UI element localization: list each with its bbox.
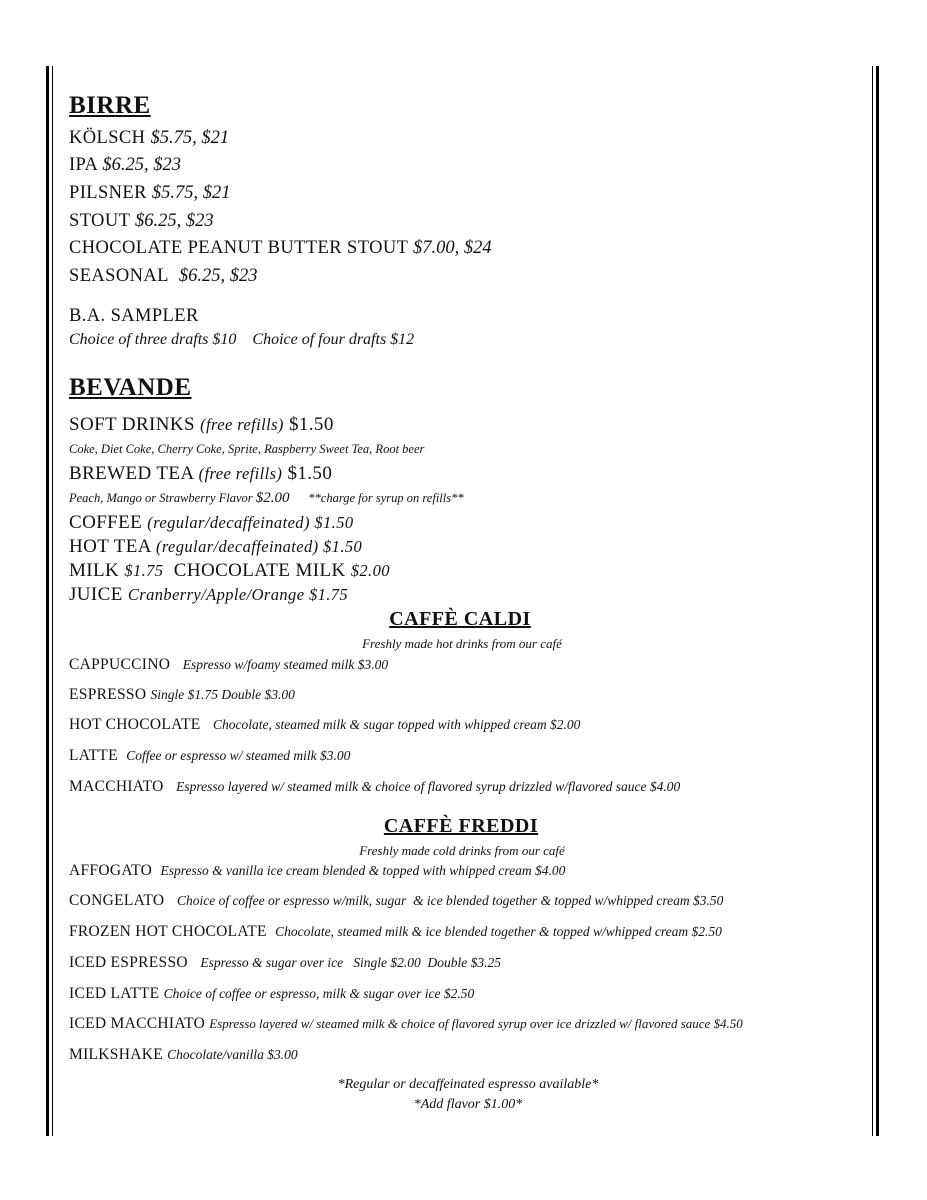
caldi-subtitle: Freshly made hot drinks from our café <box>362 636 562 651</box>
footnote-flavor: *Add flavor $1.00* <box>413 1097 523 1112</box>
freddi-item: CONGELATO Choice of coffee or espresso w/milk, sugar & ice blended together & topped w/whipped cream $3.50 <box>69 892 724 909</box>
caldi-item: ESPRESSO Single $1.75 Double $3.00 <box>69 686 295 703</box>
freddi-item: AFFOGATO Espresso & vanilla ice cream blended & topped with whipped cream $4.00 <box>69 862 566 879</box>
beer-item: CHOCOLATE PEANUT BUTTER STOUT $7.00, $24 <box>69 238 492 258</box>
left-border-thick <box>46 66 49 1136</box>
bevande-heading: BEVANDE <box>69 374 192 401</box>
hot-tea: HOT TEA (regular/decaffeinated) $1.50 <box>69 536 363 557</box>
beer-item: STOUT $6.25, $23 <box>69 211 214 231</box>
brewed-tea-desc: Peach, Mango or Strawberry Flavor $2.00 **charge for syrup on refills** <box>69 490 464 506</box>
footnote-decaf: *Regular or decaffeinated espresso available* <box>337 1077 599 1092</box>
freddi-subtitle: Freshly made cold drinks from our café <box>359 843 565 858</box>
brewed-tea: BREWED TEA (free refills) $1.50 <box>69 463 333 484</box>
caldi-heading: CAFFÈ CALDI <box>389 608 531 630</box>
sampler-name: B.A. SAMPLER <box>69 306 199 326</box>
caldi-item: LATTE Coffee or espresso w/ steamed milk $3.00 <box>69 747 351 764</box>
freddi-item: ICED LATTE Choice of coffee or espresso, milk & sugar over ice $2.50 <box>69 985 475 1002</box>
freddi-item: FROZEN HOT CHOCOLATE Chocolate, steamed milk & ice blended together & topped w/whipped cream $2.50 <box>69 923 722 940</box>
left-border-thin <box>52 66 53 1136</box>
beer-item: IPA $6.25, $23 <box>69 155 181 175</box>
soft-drinks: SOFT DRINKS (free refills) $1.50 <box>69 414 334 435</box>
juice: JUICE Cranberry/Apple/Orange $1.75 <box>69 584 349 605</box>
milk: MILK $1.75 CHOCOLATE MILK $2.00 <box>69 560 390 581</box>
freddi-item: MILKSHAKE Chocolate/vanilla $3.00 <box>69 1046 298 1063</box>
freddi-heading: CAFFÈ FREDDI <box>383 815 539 837</box>
caldi-item: HOT CHOCOLATE Chocolate, steamed milk & sugar topped with whipped cream $2.00 <box>69 716 581 733</box>
birre-heading: BIRRE <box>69 92 151 119</box>
caldi-item: CAPPUCCINO Espresso w/foamy steamed milk $3.00 <box>69 656 389 673</box>
beer-item: KÖLSCH $5.75, $21 <box>69 128 230 148</box>
sampler-desc: Choice of three drafts $10 Choice of four drafts $12 <box>69 331 415 348</box>
beer-item: SEASONAL $6.25, $23 <box>69 266 258 286</box>
right-border-thin <box>872 66 873 1136</box>
beer-item: PILSNER $5.75, $21 <box>69 183 231 203</box>
freddi-item: ICED ESPRESSO Espresso & sugar over ice Single $2.00 Double $3.25 <box>69 954 502 971</box>
right-border-thick <box>876 66 879 1136</box>
coffee: COFFEE (regular/decaffeinated) $1.50 <box>69 512 354 533</box>
caldi-item: MACCHIATO Espresso layered w/ steamed milk & choice of flavored syrup drizzled w/flavored sauce $4.00 <box>69 778 681 795</box>
freddi-item: ICED MACCHIATO Espresso layered w/ steamed milk & choice of flavored syrup over ice drizzled w/ flavored sauce $4.50 <box>69 1015 743 1032</box>
soft-drinks-desc: Coke, Diet Coke, Cherry Coke, Sprite, Raspberry Sweet Tea, Root beer <box>69 442 425 456</box>
